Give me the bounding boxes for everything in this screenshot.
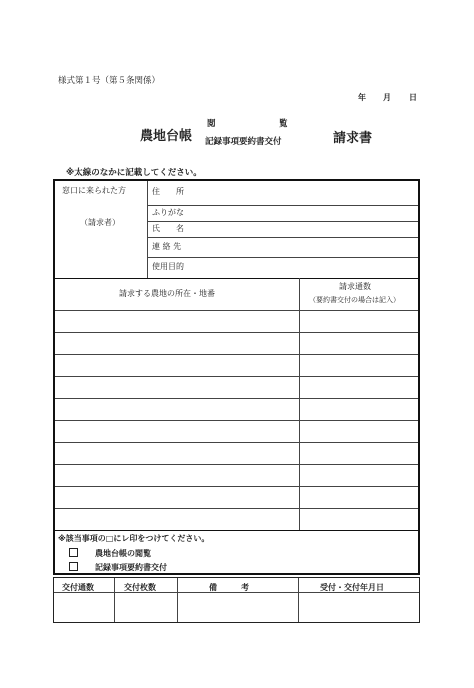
name-label: 氏 名 bbox=[152, 224, 184, 233]
issued-sheets-header: 交付枚数 bbox=[124, 583, 156, 592]
title-sub-view: 閲 bbox=[207, 119, 216, 129]
purpose-label: 使用目的 bbox=[152, 262, 184, 271]
farmland-location-header: 請求する農地の所在・地番 bbox=[119, 289, 215, 298]
checkbox-instruction: ※該当事項の□にレ印をつけてください。 bbox=[58, 534, 210, 543]
date-year-label: 年 bbox=[358, 93, 366, 102]
summary-checkbox[interactable] bbox=[69, 562, 78, 571]
contact-field[interactable] bbox=[190, 238, 414, 256]
title-sub-view-2: 覧 bbox=[279, 119, 288, 129]
contact-label: 連 絡 先 bbox=[152, 242, 182, 251]
request-copies-subheader: （要約書交付の場合は記入） bbox=[309, 296, 400, 304]
option-view-row[interactable] bbox=[69, 548, 151, 559]
title-request: 請求書 bbox=[333, 131, 373, 146]
address-label: 住 所 bbox=[152, 187, 184, 196]
title-main: 農地台帳 bbox=[140, 129, 193, 144]
address-field[interactable] bbox=[190, 182, 414, 203]
date-day-label: 日 bbox=[409, 93, 417, 102]
name-field[interactable] bbox=[190, 222, 414, 236]
furigana-label: ふりがな bbox=[152, 208, 184, 217]
purpose-field[interactable] bbox=[190, 258, 414, 277]
applicant-sub-label: （請求者） bbox=[80, 218, 120, 227]
title-sub-summary: 記録事項要約書交付 bbox=[205, 137, 282, 147]
date-month-label: 月 bbox=[383, 93, 391, 102]
receipt-date-header: 受付・交付年月日 bbox=[320, 583, 384, 592]
summary-option-label: 記録事項要約書交付 bbox=[95, 563, 167, 572]
view-option-label: 農地台帳の閲覧 bbox=[95, 549, 151, 558]
view-checkbox[interactable] bbox=[69, 548, 78, 557]
office-use-table bbox=[53, 577, 420, 623]
furigana-field[interactable] bbox=[190, 206, 414, 220]
issued-copies-header: 交付通数 bbox=[62, 583, 94, 592]
request-copies-header: 請求通数 bbox=[339, 282, 371, 291]
remarks-header: 備 考 bbox=[209, 583, 249, 592]
request-form-frame bbox=[53, 179, 420, 575]
fill-instruction-note: ※太線のなかに記載してください。 bbox=[66, 168, 202, 178]
option-summary-row[interactable] bbox=[69, 562, 167, 573]
applicant-label: 窓口に来られた方 bbox=[62, 186, 126, 195]
form-number: 様式第１号（第５条関係） bbox=[58, 76, 161, 86]
